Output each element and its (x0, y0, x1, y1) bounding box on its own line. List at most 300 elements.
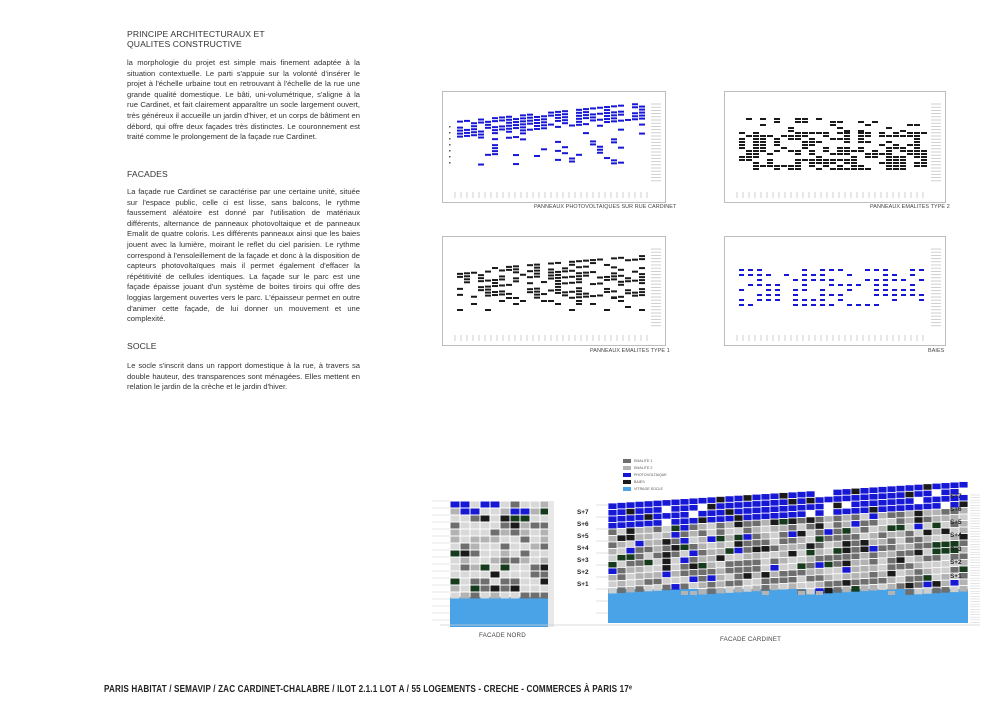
panel-mark (548, 289, 554, 291)
facade-panel (806, 498, 814, 504)
panel-mark (464, 135, 470, 137)
panel-mark (753, 141, 759, 143)
panel-mark (576, 293, 582, 295)
panel-mark (893, 132, 899, 134)
panel-mark (774, 121, 780, 123)
panel-mark (492, 117, 498, 119)
panel-mark (639, 288, 645, 290)
panel-mark (847, 289, 852, 291)
panel-mark (527, 264, 533, 266)
panel-mark (611, 114, 617, 116)
panel-mark (478, 280, 484, 282)
facade-panel (617, 542, 625, 548)
panel-mark (900, 156, 906, 158)
panel-mark (569, 270, 575, 272)
facade-panel (725, 503, 733, 509)
panel-mark (739, 138, 745, 140)
facade-panel (779, 545, 787, 551)
panel-mark (583, 296, 589, 298)
facade-panel (851, 534, 859, 540)
facade-panel (923, 582, 931, 588)
facade-panel (878, 493, 886, 499)
panel-mark (604, 276, 610, 278)
facade-panel (770, 520, 778, 526)
panel-mark (632, 103, 638, 105)
facade-panel (635, 541, 643, 547)
panel-mark (555, 289, 561, 291)
panel-mark (485, 286, 491, 288)
panel-mark (639, 291, 645, 293)
panel-mark (625, 289, 631, 291)
facade-panel (617, 516, 625, 522)
panel-mark (611, 290, 617, 292)
panel-mark (464, 278, 470, 280)
facade-panel (617, 587, 625, 593)
facade-panel (914, 530, 922, 536)
panel-mark (520, 123, 526, 125)
facade-panel (779, 584, 787, 590)
panel-mark (858, 147, 864, 149)
facade-panel (725, 581, 733, 587)
panel-mark (774, 138, 780, 140)
panel-mark (639, 258, 645, 260)
facade-panel (788, 505, 796, 511)
facade-panel (761, 540, 769, 546)
panel-mark (492, 285, 498, 287)
facade-panel (743, 515, 751, 521)
facade-panel (923, 556, 931, 562)
facade-panel (770, 552, 778, 558)
panel-mark (583, 123, 589, 125)
facade-panel (716, 516, 724, 522)
facade-panel (887, 558, 895, 564)
panel-mark (639, 309, 645, 311)
panel-mark (823, 132, 829, 134)
panel-mark (921, 132, 927, 134)
facade-panel (815, 504, 823, 510)
facade-panel (608, 581, 616, 587)
panel-mark (919, 269, 924, 271)
panel-mark (618, 129, 624, 131)
panel-mark (534, 155, 540, 157)
facade-panel (491, 551, 500, 557)
facade-panel (788, 492, 796, 498)
facade-panel (941, 542, 949, 548)
panel-mark (541, 127, 547, 129)
facade-panel (878, 545, 886, 551)
panel-mark (914, 153, 920, 155)
facade-panel (707, 523, 715, 529)
panel-mark (795, 159, 801, 161)
panel-mark (844, 132, 850, 134)
panel-mark (506, 122, 512, 124)
panel-mark (562, 113, 568, 115)
panel-mark (562, 276, 568, 278)
panel-mark (499, 300, 505, 302)
facade-panel (797, 583, 805, 589)
panel-mark (576, 154, 582, 156)
panel-mark (865, 153, 871, 155)
panel-mark (590, 119, 596, 121)
baies-panel (724, 236, 946, 346)
facade-panel (869, 520, 877, 526)
panel-mark (739, 304, 744, 306)
socle-glazing (450, 597, 548, 627)
facade-panel (860, 534, 868, 540)
panel-mark (795, 162, 801, 164)
pv-pattern-drawing (443, 92, 665, 202)
facade-panel (511, 509, 520, 515)
facade-panel (905, 518, 913, 524)
facade-panel (950, 483, 958, 489)
panel-mark (632, 115, 638, 117)
facade-panel (689, 531, 697, 537)
panel-mark (793, 304, 798, 306)
facade-panel (491, 579, 500, 585)
facade-panel (923, 530, 931, 536)
panel-mark (921, 150, 927, 152)
panel-mark (774, 118, 780, 120)
socle-panel (816, 591, 823, 595)
panel-mark (513, 268, 519, 270)
panel-mark (802, 135, 808, 137)
facade-panel (869, 526, 877, 532)
panel-mark (548, 274, 554, 276)
panel-mark (492, 144, 498, 146)
panel-mark (907, 153, 913, 155)
panel-mark (823, 162, 829, 164)
facade-panel (932, 529, 940, 535)
facade-nord-caption: FACADE NORD (479, 632, 526, 639)
panel-mark (611, 257, 617, 259)
facade-panel (752, 534, 760, 540)
facade-panel (491, 544, 500, 550)
panel-mark (492, 150, 498, 152)
facade-panel (842, 587, 850, 593)
panel-mark (632, 271, 638, 273)
facade-panel (698, 543, 706, 549)
panel-mark (604, 118, 610, 120)
legend-swatch (623, 487, 631, 491)
panel-mark (774, 141, 780, 143)
facade-panel (481, 593, 490, 599)
panel-mark (739, 156, 745, 158)
panel-mark (485, 124, 491, 126)
facade-panel (779, 532, 787, 538)
facade-panel (815, 556, 823, 562)
facade-panel (617, 581, 625, 587)
panel-mark (632, 292, 638, 294)
panel-mark (795, 118, 801, 120)
panel-mark (886, 127, 892, 129)
facade-panel (941, 555, 949, 561)
panel-mark (879, 144, 885, 146)
facade-panel (896, 518, 904, 524)
facade-panel (608, 562, 616, 568)
facade-panel (743, 521, 751, 527)
facade-panel (671, 532, 679, 538)
facade-panel (842, 554, 850, 560)
facade-panel (797, 492, 805, 498)
panel-mark (485, 280, 491, 282)
facade-panel (887, 493, 895, 499)
panel-mark (886, 135, 892, 137)
facade-panel (626, 528, 634, 534)
facade-panel (788, 570, 796, 576)
panel-mark (576, 266, 582, 268)
panel-mark (767, 159, 773, 161)
facade-panel (671, 558, 679, 564)
facade-panel (608, 523, 616, 529)
facade-panel (471, 551, 480, 557)
facade-panel (734, 541, 742, 547)
facade-panel (797, 570, 805, 576)
panel-mark (757, 269, 762, 271)
panel-mark (527, 123, 533, 125)
panel-mark (766, 294, 771, 296)
facade-panel (644, 501, 652, 507)
panel-mark (802, 289, 807, 291)
panel-mark (886, 147, 892, 149)
panel-mark (793, 299, 798, 301)
panel-mark (604, 157, 610, 159)
facade-panel (617, 555, 625, 561)
facade-panel (770, 533, 778, 539)
facade-panel (932, 510, 940, 516)
panel-mark (562, 282, 568, 284)
panel-mark (478, 274, 484, 276)
panel-mark (457, 309, 463, 311)
facade-panel (461, 586, 470, 592)
facade-panel (662, 572, 670, 578)
facade-panel (806, 543, 814, 549)
facade-panel (815, 536, 823, 542)
facade-panel (779, 564, 787, 570)
facade-panel (491, 516, 500, 522)
panel-mark (837, 138, 843, 140)
panel-mark (611, 117, 617, 119)
facade-panel (689, 550, 697, 556)
axis-dot (449, 138, 451, 140)
facade-panel (635, 586, 643, 592)
facade-panel (471, 558, 480, 564)
panel-mark (844, 135, 850, 137)
panel-mark (506, 131, 512, 133)
facade-panel (501, 551, 510, 557)
panel-mark (837, 132, 843, 134)
panel-mark (618, 275, 624, 277)
facade-panel (851, 489, 859, 495)
facade-panel (689, 557, 697, 563)
principes-title-line-2: QUALITES CONSTRUCTIVE (127, 39, 242, 49)
facade-panel (698, 576, 706, 582)
panel-mark (788, 168, 794, 170)
panel-mark (583, 117, 589, 119)
panel-mark (820, 294, 825, 296)
facade-panel (914, 543, 922, 549)
facade-panel (869, 487, 877, 493)
facade-panel (815, 575, 823, 581)
facade-panel (887, 519, 895, 525)
facade-panel (725, 516, 733, 522)
panel-mark (597, 152, 603, 154)
facade-panel (743, 502, 751, 508)
facade-panel (761, 585, 769, 591)
panel-mark (802, 279, 807, 281)
panel-mark (506, 269, 512, 271)
facade-panel (716, 536, 724, 542)
panel-mark (907, 132, 913, 134)
facade-panel (761, 579, 769, 585)
panel-mark (590, 116, 596, 118)
facade-panel (770, 494, 778, 500)
facade-panel (941, 529, 949, 535)
facade-panel (932, 484, 940, 490)
panel-mark (900, 159, 906, 161)
panel-mark (775, 294, 780, 296)
facade-panel (824, 503, 832, 509)
panel-mark (492, 267, 498, 269)
facade-panel (716, 529, 724, 535)
facade-panel (481, 565, 490, 571)
facade-panel (788, 512, 796, 518)
facade-panel (481, 558, 490, 564)
facade-panel (653, 507, 661, 513)
facade-panel (815, 569, 823, 575)
panel-mark (597, 277, 603, 279)
panel-mark (639, 106, 645, 108)
panel-mark (597, 295, 603, 297)
facade-panel (815, 497, 823, 503)
panel-mark (478, 134, 484, 136)
facade-panel (779, 551, 787, 557)
facade-panel (671, 552, 679, 558)
facade-panel (671, 578, 679, 584)
facade-panel (608, 549, 616, 555)
legend-swatch (623, 480, 631, 484)
facade-panel (635, 515, 643, 521)
facade-panel (824, 497, 832, 503)
facade-panel (869, 533, 877, 539)
panel-mark (569, 125, 575, 127)
facade-panel (878, 526, 886, 532)
panel-mark (874, 294, 879, 296)
facade-panel (644, 566, 652, 572)
panel-mark (534, 128, 540, 130)
facade-panel (878, 539, 886, 545)
panel-mark (611, 111, 617, 113)
facade-panel (932, 588, 940, 594)
facade-panel (521, 509, 530, 515)
panel-mark (900, 165, 906, 167)
facade-panel (653, 514, 661, 520)
panel-mark (753, 147, 759, 149)
facade-panel (815, 530, 823, 536)
facade-panel (617, 574, 625, 580)
facade-panel (878, 500, 886, 506)
facade-panel (878, 532, 886, 538)
panel-mark (830, 159, 836, 161)
panel-mark (611, 105, 617, 107)
panel-mark (471, 272, 477, 274)
panel-mark (760, 135, 766, 137)
facade-panel (662, 500, 670, 506)
emalite2-panel (724, 91, 946, 203)
facade-panel (923, 491, 931, 497)
facade-panel (725, 548, 733, 554)
facade-panel (806, 589, 814, 595)
panel-mark (611, 278, 617, 280)
panel-mark (757, 299, 762, 301)
facade-panel (824, 510, 832, 516)
panel-mark (506, 116, 512, 118)
facade-panel (481, 572, 490, 578)
facade-panel (896, 557, 904, 563)
panel-mark (604, 121, 610, 123)
panel-mark (802, 141, 808, 143)
panel-mark (492, 129, 498, 131)
facade-panel (511, 502, 520, 508)
panel-mark (739, 141, 745, 143)
panel-mark (760, 150, 766, 152)
panel-mark (527, 291, 533, 293)
panel-mark (485, 271, 491, 273)
facade-panel (887, 538, 895, 544)
facade-panel (923, 575, 931, 581)
facade-panel (824, 490, 832, 496)
panel-mark (562, 267, 568, 269)
facade-panel (491, 502, 500, 508)
panel-mark (892, 299, 897, 301)
panel-mark (597, 259, 603, 261)
panel-mark (788, 127, 794, 129)
panel-mark (766, 274, 771, 276)
facade-panel (941, 574, 949, 580)
facade-panel (716, 542, 724, 548)
facade-panel (869, 585, 877, 591)
panel-mark (513, 277, 519, 279)
panel-mark (478, 164, 484, 166)
facade-panel (716, 503, 724, 509)
facade-panel (521, 551, 530, 557)
panel-mark (639, 118, 645, 120)
panel-mark (919, 279, 924, 281)
facade-panel (950, 587, 958, 593)
facade-panel (635, 502, 643, 508)
facade-panel (635, 567, 643, 573)
facade-panel (471, 572, 480, 578)
facade-panel (491, 530, 500, 536)
panel-mark (576, 303, 582, 305)
facade-panel (842, 522, 850, 528)
facade-panel (869, 552, 877, 558)
axis-dot (449, 150, 451, 152)
facade-panel (914, 491, 922, 497)
facade-panel (842, 567, 850, 573)
panel-mark (548, 300, 554, 302)
panel-mark (639, 115, 645, 117)
facade-panel (932, 555, 940, 561)
facade-panel (887, 506, 895, 512)
facade-panel (833, 542, 841, 548)
panel-mark (618, 300, 624, 302)
panel-mark (597, 283, 603, 285)
facade-panel (707, 510, 715, 516)
facade-panel (914, 569, 922, 575)
panel-mark (900, 147, 906, 149)
panel-mark (886, 168, 892, 170)
facade-panel (626, 561, 634, 567)
